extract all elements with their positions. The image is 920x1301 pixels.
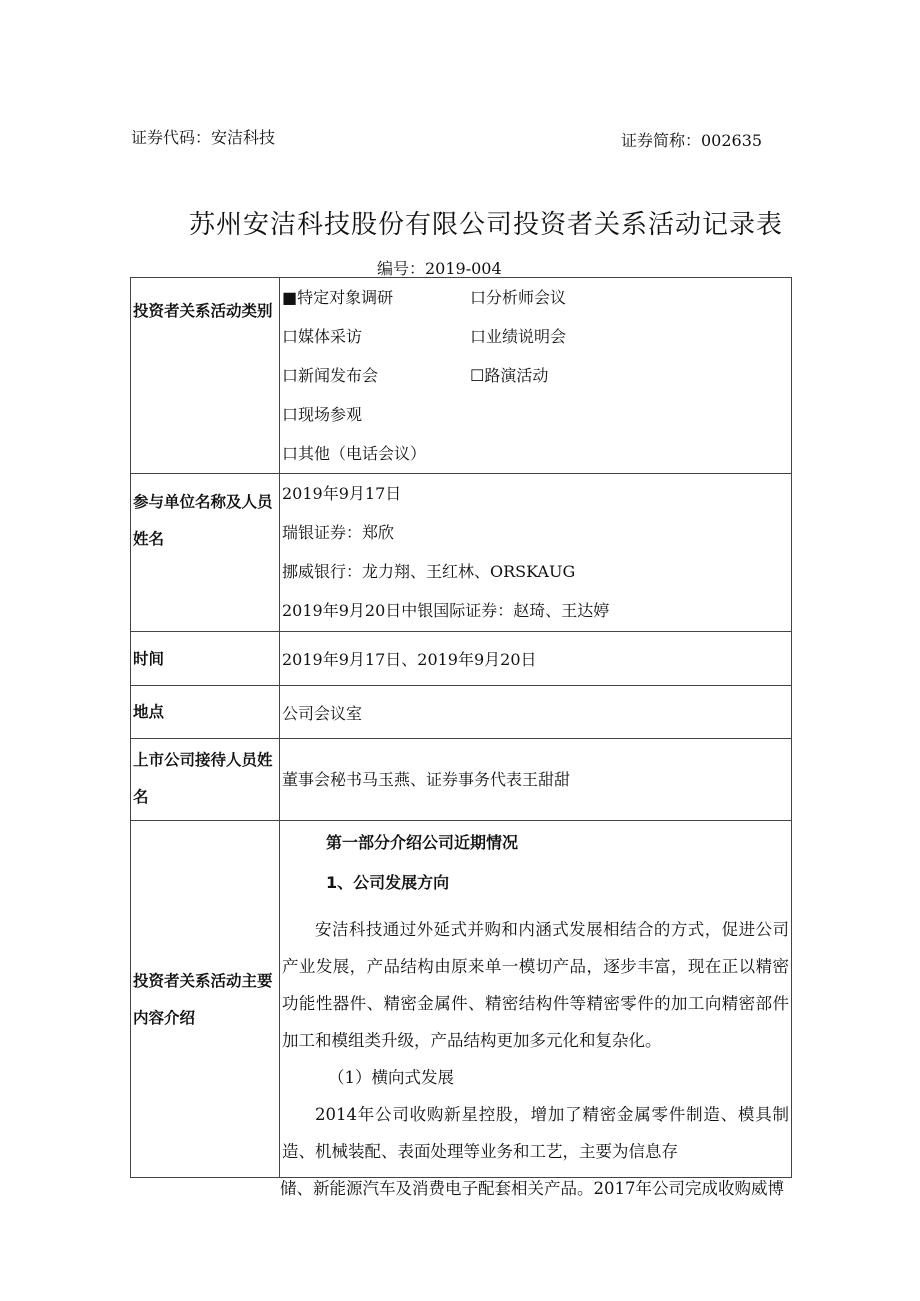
option-analyst-meeting: 口分析师会议 — [470, 288, 567, 307]
content-body — [280, 821, 792, 1178]
sub-heading: （1）横向式发展 — [328, 1068, 454, 1087]
participants-line: 瑞银证券：郑欣 — [282, 523, 395, 542]
part-heading: 第一部分介绍公司近期情况 — [326, 833, 519, 852]
option-earnings-briefing: 口业绩说明会 — [470, 327, 567, 346]
security-code: 证券代码：安洁科技 — [131, 128, 276, 147]
activity-record-table — [130, 277, 792, 1178]
option-specific-research: ■特定对象调研 — [282, 288, 394, 307]
participants-line: 2019年9月17日 — [282, 484, 402, 503]
option-media-interview: 口媒体采访 — [282, 327, 363, 346]
security-short-name: 证券简称：002635 — [621, 131, 763, 150]
label-activity-type: 投资者关系活动类别 — [131, 278, 280, 474]
option-other: 口其他（电话会议） — [282, 444, 427, 463]
label-content: 投资者关系活动主要内容介绍 — [131, 821, 280, 1178]
label-location: 地点 — [131, 686, 280, 739]
participants-line: 2019年9月20日中银国际证券：赵琦、王达婷 — [282, 601, 610, 620]
option-press-conference: 口新闻发布会 — [282, 366, 379, 385]
row-participants — [131, 474, 792, 632]
page-title: 苏州安洁科技股份有限公司投资者关系活动记录表 — [189, 210, 784, 240]
row-location — [131, 686, 792, 739]
paragraph-development: 安洁科技通过外延式并购和内涵式发展相结合的方式，促进公司产业发展，产品结构由原来单一模切产品，逐步丰富，现在正以精密功能性器件、精密金属件、精密结构件等精密零件的加工向精密部件加工和模组类升级，产品结构更加多元化和复杂化。 — [282, 920, 789, 1050]
participants-line: 挪威银行：龙力翔、王红林、ORSKAUG — [282, 562, 576, 581]
label-time: 时间 — [131, 632, 280, 686]
section-heading: 1、公司发展方向 — [326, 873, 450, 892]
time-value: 2019年9月17日、2019年9月20日 — [280, 632, 792, 686]
label-participants: 参与单位名称及人员姓名 — [131, 474, 280, 632]
document-number: 编号：2019-004 — [377, 259, 502, 278]
option-roadshow: ☐路演活动 — [470, 366, 549, 385]
participants-list — [280, 474, 792, 632]
row-activity-type — [131, 278, 792, 474]
activity-type-options — [280, 278, 792, 474]
paragraph-horizontal: 2014年公司收购新星控股，增加了精密金属零件制造、模具制造、机械装配、表面处理等业务和工艺，主要为信息存 — [282, 1105, 789, 1161]
row-time — [131, 632, 792, 686]
row-content — [131, 821, 792, 1178]
continuation-text: 储、新能源汽车及消费电子配套相关产品。2017年公司完成收购威博 — [280, 1179, 784, 1198]
label-receptionist: 上市公司接待人员姓名 — [131, 739, 280, 821]
location-value: 公司会议室 — [280, 686, 792, 739]
receptionist-value: 董事会秘书马玉燕、证券事务代表王甜甜 — [280, 739, 792, 821]
row-receptionist — [131, 739, 792, 821]
option-site-visit: 口现场参观 — [282, 405, 363, 424]
